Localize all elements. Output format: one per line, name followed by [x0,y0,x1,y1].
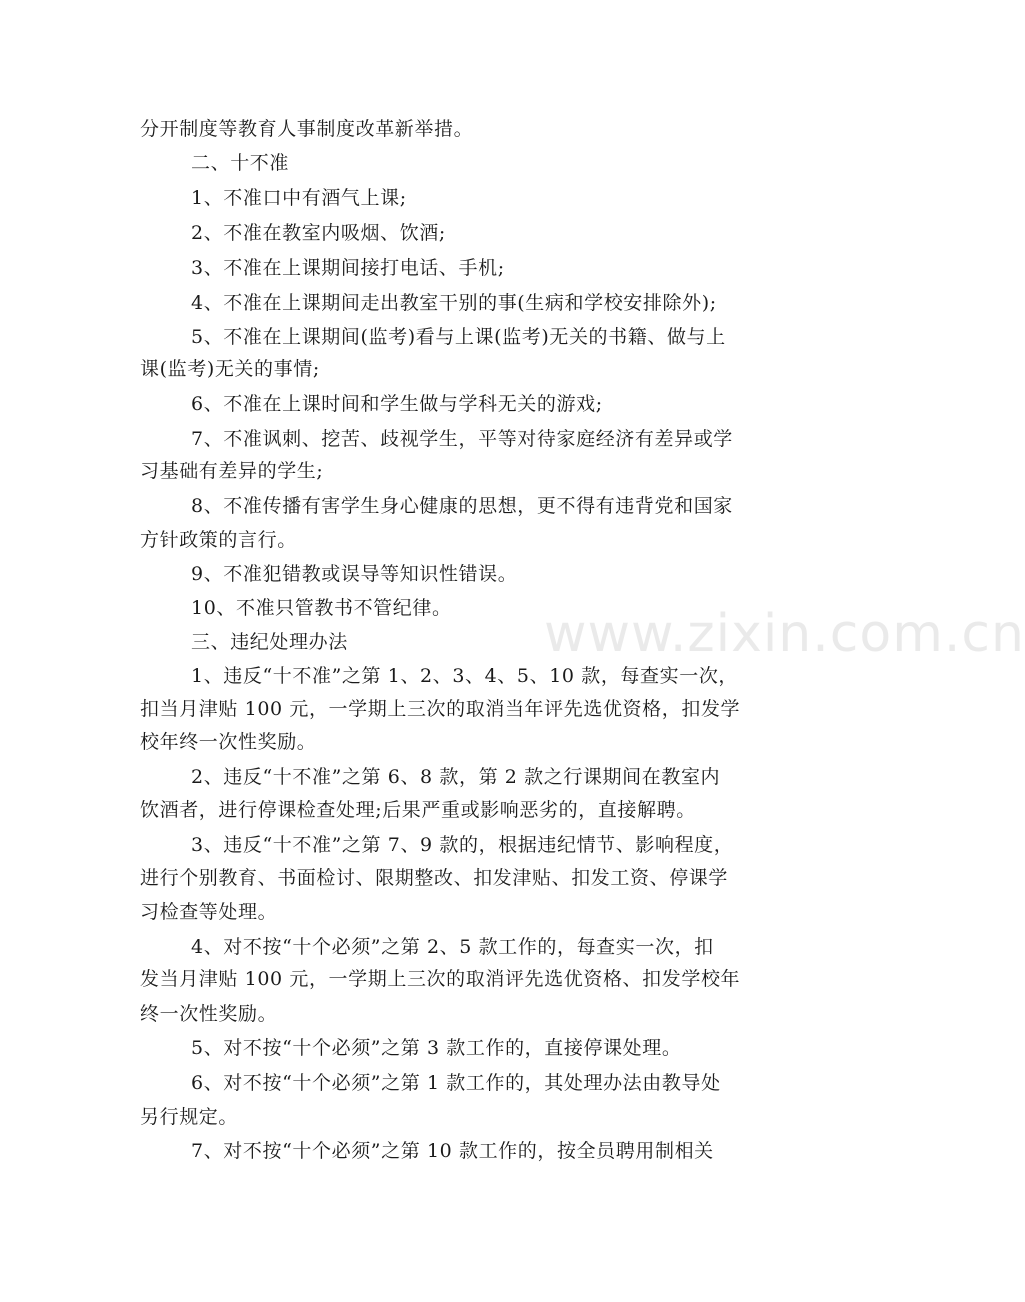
text-line: 1、违反“十不准”之第 1、2、3、4、5、10 款，每查实一次， [191,665,739,687]
text-line: 4、对不按“十个必须”之第 2、5 款工作的，每查实一次，扣 [191,936,714,958]
section-heading: 三、违纪处理办法 [191,631,348,653]
text-line: 9、不准犯错教或误导等知识性错误。 [191,563,518,585]
text-line: 6、对不按“十个必须”之第 1 款工作的，其处理办法由教导处 [191,1072,721,1094]
text-line: 3、不准在上课期间接打电话、手机; [191,257,505,279]
text-line: 10、不准只管教书不管纪律。 [191,597,452,619]
text-line: 校年终一次性奖励。 [140,731,317,753]
text-line: 3、违反“十不准”之第 7、9 款的，根据违纪情节、影响程度， [191,834,734,856]
site-watermark: www.zixin.com.cn [544,604,1025,664]
text-line: 发当月津贴 100 元，一学期上三次的取消评先选优资格、扣发学校年 [140,968,741,990]
text-line: 进行个别教育、书面检讨、限期整改、扣发津贴、扣发工资、停课学 [140,867,729,889]
text-line: 扣当月津贴 100 元，一学期上三次的取消当年评先选优资格，扣发学 [140,698,741,720]
text-line: 5、不准在上课期间(监考)看与上课(监考)无关的书籍、做与上 [191,326,726,348]
text-line: 另行规定。 [140,1106,239,1128]
text-line: 4、不准在上课期间走出教室干别的事(生病和学校安排除外); [191,292,717,314]
text-line: 7、不准讽刺、挖苦、歧视学生，平等对待家庭经济有差异或学 [191,428,733,450]
text-line: 终一次性奖励。 [140,1003,278,1025]
text-line: 习检查等处理。 [140,901,278,923]
text-line: 6、不准在上课时间和学生做与学科无关的游戏; [191,393,603,415]
text-line: 2、不准在教室内吸烟、饮酒; [191,222,446,244]
text-line: 饮酒者，进行停课检查处理;后果严重或影响恶劣的，直接解聘。 [140,799,696,821]
text-line: 2、违反“十不准”之第 6、8 款，第 2 款之行课期间在教室内 [191,766,721,788]
text-line: 1、不准口中有酒气上课; [191,187,407,209]
text-line: 方针政策的言行。 [140,529,297,551]
text-line: 课(监考)无关的事情; [140,358,320,380]
text-line: 分开制度等教育人事制度改革新举措。 [140,118,474,140]
text-line: 习基础有差异的学生; [140,460,324,482]
section-heading: 二、十不准 [191,152,290,174]
text-line: 7、对不按“十个必须”之第 10 款工作的，按全员聘用制相关 [191,1140,714,1162]
text-line: 5、对不按“十个必须”之第 3 款工作的，直接停课处理。 [191,1037,682,1059]
text-line: 8、不准传播有害学生身心健康的思想，更不得有违背党和国家 [191,495,733,517]
